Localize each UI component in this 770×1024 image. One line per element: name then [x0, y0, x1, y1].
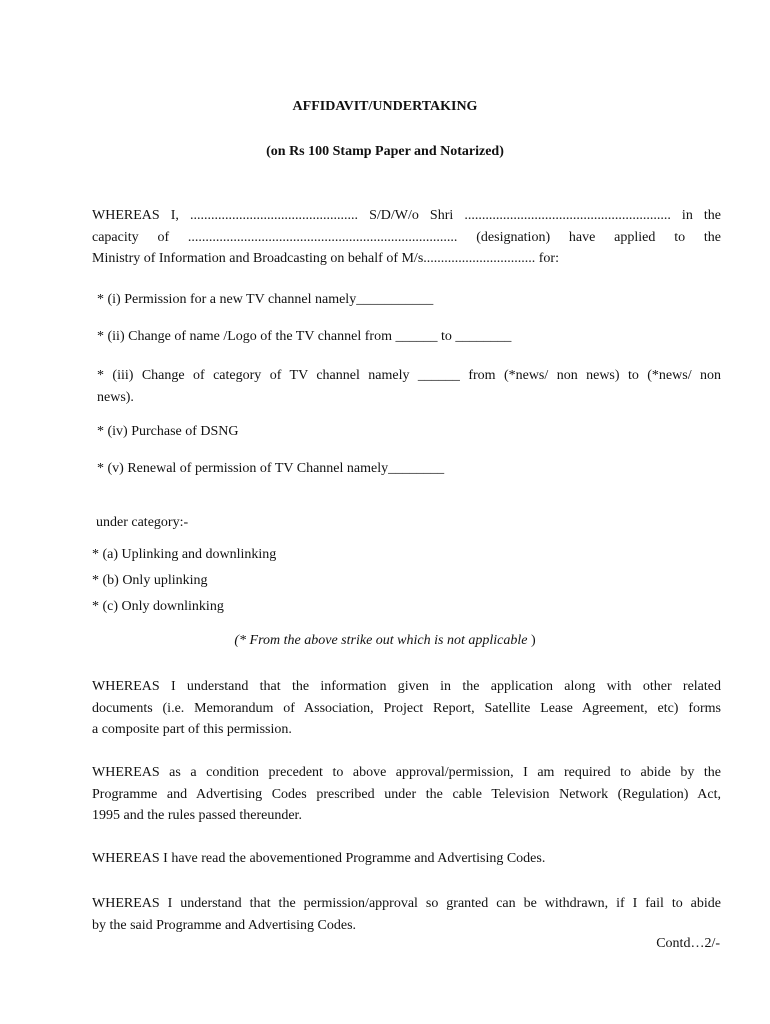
whereas-intro-line: capacity of ............................................................................. (designation) have applied to the [92, 229, 721, 245]
whereas-intro-line: Ministry of Information and Broadcasting on behalf of M/s................................ for: [92, 251, 559, 266]
document-subtitle: (on Rs 100 Stamp Paper and Notarized) [266, 144, 504, 159]
whereas-codes-line: 1995 and the rules passed thereunder. [92, 808, 302, 823]
option-change-category-line: news). [97, 389, 134, 405]
strike-out-note-text: (* From the above strike out which is not applicable [234, 633, 528, 648]
category-uplinking-downlinking: * (a) Uplinking and downlinking [92, 547, 277, 562]
whereas-withdraw-paragraph [92, 893, 721, 936]
whereas-intro-line: WHEREAS I, ................................................ S/D/W/o Shri ........................................................... in the [92, 208, 721, 223]
whereas-intro-paragraph [92, 205, 721, 270]
whereas-information-line: WHEREAS I understand that the information given in the application along with other related [92, 679, 721, 694]
option-change-category [97, 365, 721, 408]
option-renewal: * (v) Renewal of permission of TV Channel namely________ [97, 461, 445, 476]
option-purchase-dsng: * (iv) Purchase of DSNG [97, 424, 239, 439]
option-new-channel: * (i) Permission for a new TV channel namely___________ [97, 292, 434, 307]
whereas-information-line: documents (i.e. Memorandum of Association, Project Report, Satellite Lease Agreement, etc) forms [92, 700, 721, 716]
continued-marker: Contd…2/- [656, 936, 720, 951]
document-title: AFFIDAVIT/UNDERTAKING [292, 99, 478, 114]
category-only-uplinking: * (b) Only uplinking [92, 573, 208, 588]
strike-out-note [0, 633, 770, 649]
category-only-downlinking: * (c) Only downlinking [92, 599, 224, 614]
under-category-label: under category:- [96, 515, 189, 530]
whereas-codes-paragraph [92, 762, 721, 827]
strike-out-note-close: ) [527, 633, 536, 648]
option-change-category-line: * (iii) Change of category of TV channel namely ______ from (*news/ non news) to (*news/ non [97, 368, 721, 383]
whereas-read-paragraph: WHEREAS I have read the abovementioned Programme and Advertising Codes. [92, 851, 546, 866]
whereas-codes-line: Programme and Advertising Codes prescribed under the cable Television Network (Regulation) Act, [92, 786, 721, 802]
whereas-information-paragraph [92, 676, 721, 741]
whereas-information-line: a composite part of this permission. [92, 722, 292, 737]
whereas-codes-line: WHEREAS as a condition precedent to above approval/permission, I am required to abide by the [92, 765, 721, 780]
whereas-withdraw-line: WHEREAS I understand that the permission/approval so granted can be withdrawn, if I fail to abide [92, 896, 721, 911]
whereas-withdraw-line: by the said Programme and Advertising Codes. [92, 917, 357, 933]
option-change-name: * (ii) Change of name /Logo of the TV channel from ______ to ________ [97, 329, 512, 344]
